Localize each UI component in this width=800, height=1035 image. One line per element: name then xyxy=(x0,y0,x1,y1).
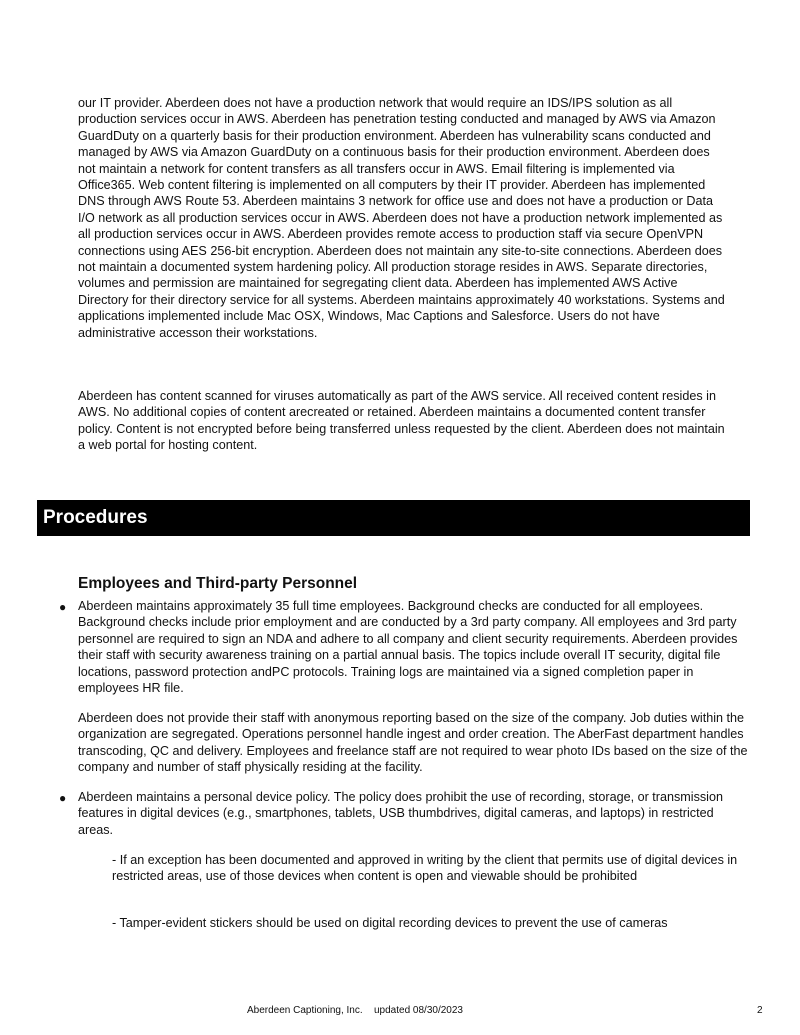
bullet-icon: ● xyxy=(59,791,67,805)
list-item-continuation: Aberdeen does not provide their staff with anonymous reporting based on the size of the company. Job duties within the organization are segregated. Operations personnel handle ingest and order creation. The AberFast department handles transcoding, QC and delivery. Employees and freelance staff are not required to wear photo IDs based on the size of the company and number of staff physically residing at the facility. xyxy=(78,711,748,775)
footer-company: Aberdeen Captioning, Inc. xyxy=(247,1005,363,1016)
sub-list-item: - If an exception has been documented and approved in writing by the client that permits use of digital devices in restricted areas, use of those devices when content is open and viewable should be prohibited xyxy=(112,853,738,884)
footer-updated-date: updated 08/30/2023 xyxy=(374,1005,463,1016)
list-item: Aberdeen maintains a personal device policy. The policy does prohibit the use of recording, storage, or transmission features in digital devices (e.g., smartphones, tablets, USB thumbdrives, digital cameras, and laptops) in restricted areas. xyxy=(78,790,723,837)
section-title: Procedures xyxy=(43,507,148,528)
subsection-title: Employees and Third-party Personnel xyxy=(78,575,358,592)
list-item: Aberdeen maintains approximately 35 full time employees. Background checks are conducted for all employees. Background checks include prior employment and are conducted by a 3rd party company. All employees and 3rd party personnel are required to sign an NDA and adhere to all company and client security requirements. Aberdeen provides their staff with security awareness training on a partial annual basis. The topics include overall IT security, digital file locations, password protection andPC protocols. Training logs are maintained via a signed completion paper in employees HR file. xyxy=(78,599,738,696)
page-number: 2 xyxy=(757,1005,763,1016)
sub-list-item: - Tamper-evident stickers should be used on digital recording devices to prevent the use of cameras xyxy=(112,916,668,930)
body-paragraph: Aberdeen has content scanned for viruses automatically as part of the AWS service. All received content resides in AWS. No additional copies of content arecreated or retained. Aberdeen maintains a documented content transfer policy. Content is not encrypted before being transferred unless requested by the client. Aberdeen does not maintain a web portal for hosting content. xyxy=(78,389,725,453)
body-paragraph: our IT provider. Aberdeen does not have a production network that would require an IDS/IPS solution as all production services occur in AWS. Aberdeen has penetration testing conducted and managed by AWS via Amazon GuardDuty on a quarterly basis for their production environment. Aberdeen has vulnerability scans conducted and managed by AWS via Amazon GuardDuty on a continuous basis for their production environment. Aberdeen does not maintain a network for content transfers as all transfers occur in AWS. Email filtering is implemented via Office365. Web content filtering is implemented on all computers by their IT provider. Aberdeen has implemented DNS through AWS Route 53. Aberdeen maintains 3 network for office use and does not have a production or Data I/O network as all production services occur in AWS. Aberdeen does not have a production network implemented as all production services occur in AWS. Aberdeen provides remote access to production staff via secure OpenVPN connections using AES 256-bit encryption. Aberdeen does not maintain any site-to-site connections. Aberdeen does not maintain a documented system hardening policy. All production storage resides in AWS. Separate directories, volumes and permission are maintained for segregating client data. Aberdeen has implemented AWS Active Directory for their directory service for all systems. Aberdeen maintains approximately 40 workstations. Systems and applications implemented include Mac OSX, Windows, Mac Captions and Salesforce. Users do not have administrative accesson their workstations. xyxy=(78,96,725,340)
bullet-icon: ● xyxy=(59,600,67,614)
section-header xyxy=(37,500,750,536)
